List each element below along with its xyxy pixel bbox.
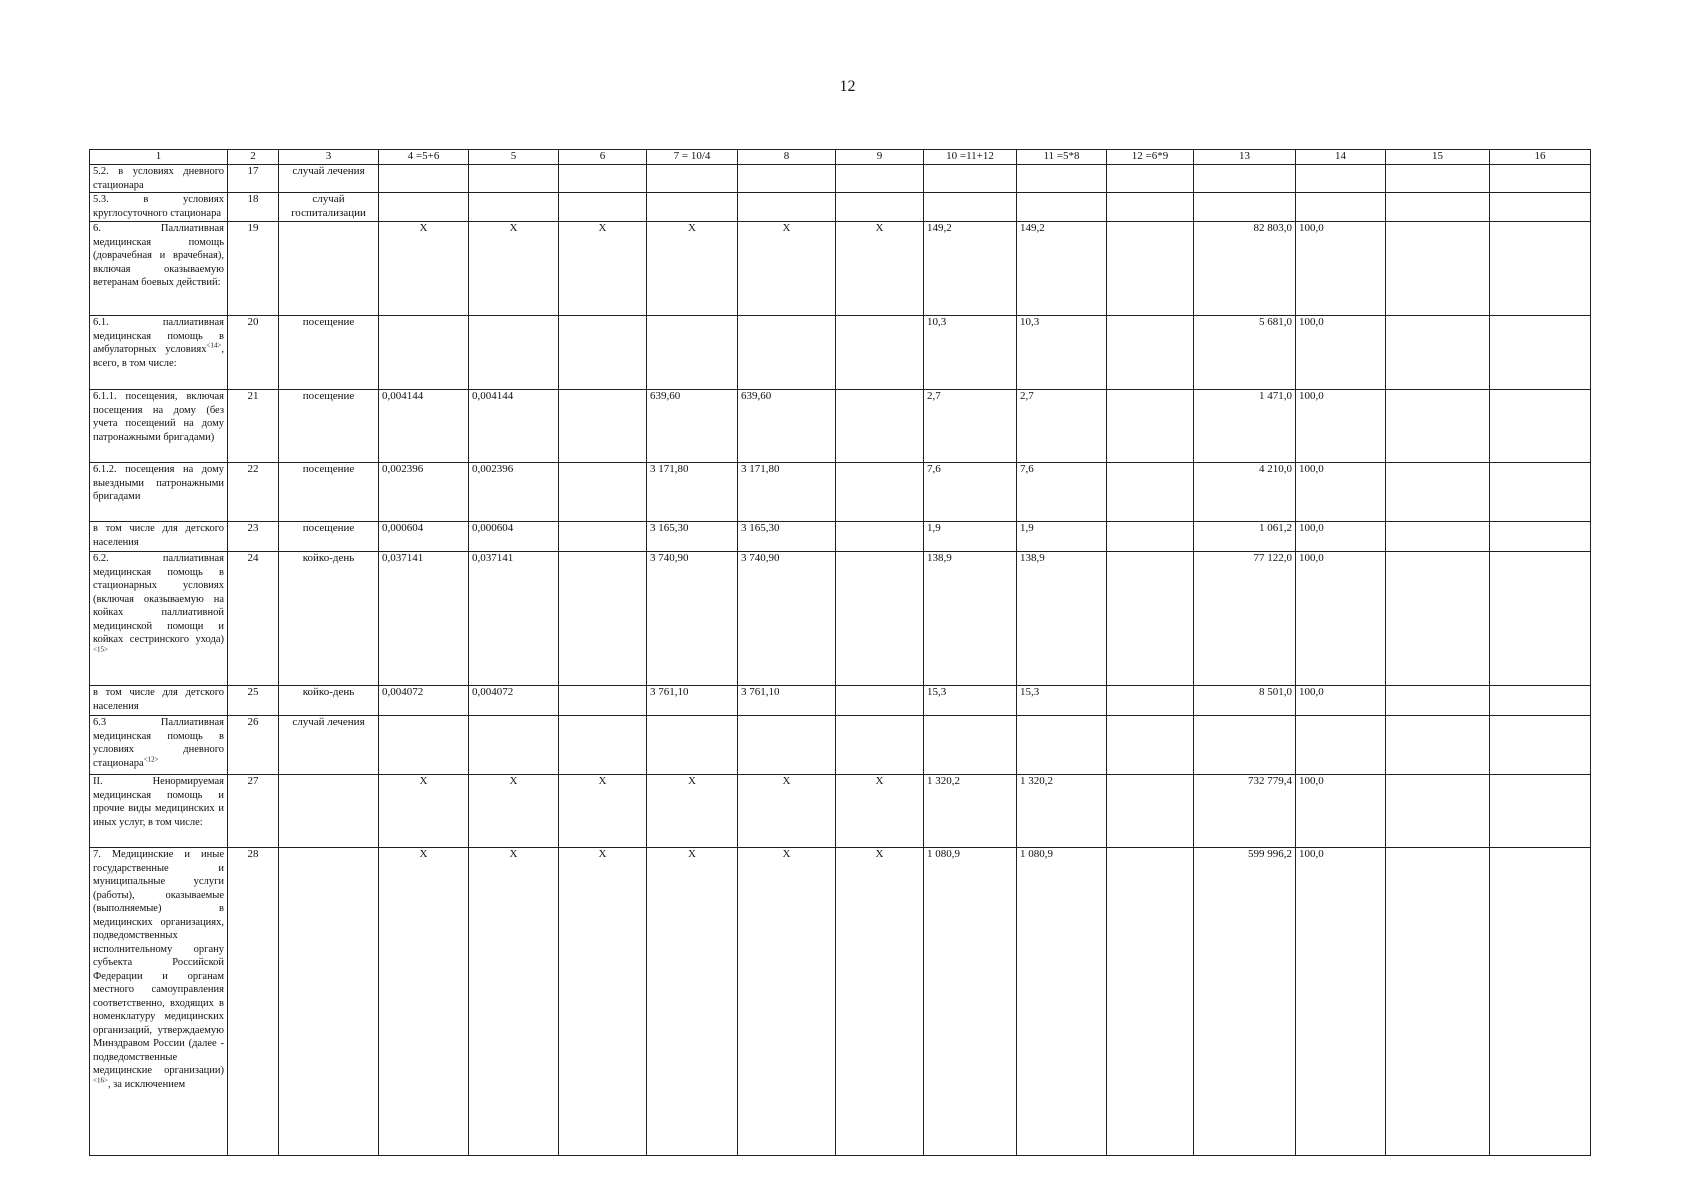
cell-col-14: 100,0 (1296, 222, 1386, 316)
row-number: 25 (228, 686, 279, 716)
cell-col-13: 599 996,2 (1194, 848, 1296, 1156)
cell-col-8 (738, 316, 836, 390)
table-row (90, 390, 1591, 463)
row-name-text: II. Ненормируемая медицинская помощь и прочие виды медицинских и иных услуг, в том числе: (93, 776, 224, 828)
cell-col-4 (379, 716, 469, 775)
cell-col-7: X (647, 775, 738, 848)
cell-col-10: 1 080,9 (924, 848, 1017, 1156)
cell-col-5: 0,002396 (469, 463, 559, 522)
cell-col-5 (469, 716, 559, 775)
col-header-14: 14 (1296, 150, 1386, 165)
table-row (90, 165, 1591, 193)
cell-col-14 (1296, 165, 1386, 193)
cell-col-5: 0,004144 (469, 390, 559, 463)
page-number: 12 (839, 78, 856, 95)
footnote-ref: <16> (93, 1076, 108, 1084)
cell-col-12 (1107, 390, 1194, 463)
cell-col-14: 100,0 (1296, 775, 1386, 848)
cell-col-14: 100,0 (1296, 463, 1386, 522)
cell-col-16 (1490, 552, 1591, 686)
row-name (90, 522, 228, 552)
cell-col-15 (1386, 716, 1490, 775)
cell-col-7 (647, 165, 738, 193)
cell-col-16 (1490, 193, 1591, 222)
col-header-4: 4 =5+6 (379, 150, 469, 165)
cell-col-7: 639,60 (647, 390, 738, 463)
cell-col-10: 7,6 (924, 463, 1017, 522)
cell-col-5: X (469, 222, 559, 316)
row-number: 27 (228, 775, 279, 848)
cell-col-15 (1386, 316, 1490, 390)
footnote-ref: <14> (206, 341, 222, 350)
cell-col-16 (1490, 686, 1591, 716)
row-unit: случай лечения (279, 165, 379, 193)
row-number: 26 (228, 716, 279, 775)
col-header-1: 1 (90, 150, 228, 165)
cell-col-5 (469, 193, 559, 222)
cell-col-13: 82 803,0 (1194, 222, 1296, 316)
cell-col-6 (559, 522, 647, 552)
header-row (90, 150, 1591, 165)
row-name-text: 5.3. в условиях круглосуточного стационара (93, 194, 224, 219)
table-row (90, 522, 1591, 552)
cell-col-14: 100,0 (1296, 848, 1386, 1156)
cell-col-16 (1490, 463, 1591, 522)
row-number: 19 (228, 222, 279, 316)
row-unit: койко-день (279, 552, 379, 686)
cell-col-4 (379, 316, 469, 390)
table-row (90, 552, 1591, 686)
cell-col-6: X (559, 222, 647, 316)
cell-col-15 (1386, 848, 1490, 1156)
row-name (90, 165, 228, 193)
cell-col-9 (836, 193, 924, 222)
cell-col-4 (379, 193, 469, 222)
row-unit: посещение (279, 316, 379, 390)
cell-col-7 (647, 716, 738, 775)
row-name-text: 6. Паллиативная медицинская помощь (доврачебная и врачебная), включая оказываемую ветеранам боевых действий: (93, 223, 224, 288)
cell-col-15 (1386, 193, 1490, 222)
cell-col-6 (559, 193, 647, 222)
cell-col-10 (924, 193, 1017, 222)
cell-col-8: 639,60 (738, 390, 836, 463)
col-header-13: 13 (1194, 150, 1296, 165)
table-row (90, 222, 1591, 316)
table-row (90, 686, 1591, 716)
cell-col-13: 732 779,4 (1194, 775, 1296, 848)
cell-col-13 (1194, 716, 1296, 775)
cell-col-5: X (469, 848, 559, 1156)
cell-col-7: 3 740,90 (647, 552, 738, 686)
row-name (90, 775, 228, 848)
cell-col-14 (1296, 716, 1386, 775)
cell-col-13: 4 210,0 (1194, 463, 1296, 522)
cell-col-4: 0,000604 (379, 522, 469, 552)
cell-col-9 (836, 716, 924, 775)
row-number: 17 (228, 165, 279, 193)
cell-col-9 (836, 686, 924, 716)
cell-col-15 (1386, 222, 1490, 316)
col-header-9: 9 (836, 150, 924, 165)
cell-col-13: 77 122,0 (1194, 552, 1296, 686)
cell-col-4: 0,004072 (379, 686, 469, 716)
cell-col-6 (559, 165, 647, 193)
row-number: 23 (228, 522, 279, 552)
cell-col-11: 1 080,9 (1017, 848, 1107, 1156)
col-header-12: 12 =6*9 (1107, 150, 1194, 165)
cell-col-12 (1107, 522, 1194, 552)
cell-col-16 (1490, 165, 1591, 193)
row-name (90, 716, 228, 775)
cell-col-9 (836, 390, 924, 463)
cell-col-6: X (559, 775, 647, 848)
cell-col-14 (1296, 193, 1386, 222)
cell-col-11: 15,3 (1017, 686, 1107, 716)
row-name (90, 222, 228, 316)
row-number: 28 (228, 848, 279, 1156)
cell-col-10: 149,2 (924, 222, 1017, 316)
cell-col-7: X (647, 222, 738, 316)
cell-col-8: X (738, 222, 836, 316)
cell-col-7: 3 171,80 (647, 463, 738, 522)
cell-col-4: X (379, 848, 469, 1156)
row-name (90, 686, 228, 716)
cell-col-14: 100,0 (1296, 686, 1386, 716)
cell-col-6 (559, 552, 647, 686)
row-unit: случай лечения (279, 716, 379, 775)
cell-col-15 (1386, 390, 1490, 463)
cell-col-14: 100,0 (1296, 390, 1386, 463)
cell-col-16 (1490, 775, 1591, 848)
cell-col-16 (1490, 390, 1591, 463)
cell-col-12 (1107, 463, 1194, 522)
cell-col-11: 10,3 (1017, 316, 1107, 390)
row-name (90, 390, 228, 463)
cell-col-8 (738, 165, 836, 193)
row-name-text: 6.1.2. посещения на дому выездными патронажными бригадами (93, 464, 224, 502)
cell-col-10: 15,3 (924, 686, 1017, 716)
cell-col-14: 100,0 (1296, 552, 1386, 686)
cell-col-12 (1107, 848, 1194, 1156)
cell-col-16 (1490, 222, 1591, 316)
cell-col-9 (836, 522, 924, 552)
cell-col-11: 149,2 (1017, 222, 1107, 316)
col-header-10: 10 =11+12 (924, 150, 1017, 165)
cell-col-12 (1107, 316, 1194, 390)
row-number: 20 (228, 316, 279, 390)
row-unit: посещение (279, 463, 379, 522)
cell-col-15 (1386, 775, 1490, 848)
row-name-text: в том числе для детского населения (93, 687, 224, 712)
footnote-ref: <12> (143, 755, 159, 763)
row-name (90, 848, 228, 1156)
row-unit: случай госпитализации (279, 193, 379, 222)
cell-col-7: 3 761,10 (647, 686, 738, 716)
cell-col-10: 1 320,2 (924, 775, 1017, 848)
cell-col-8: 3 761,10 (738, 686, 836, 716)
row-name-text: 6.1.1. посещения, включая посещения на дому (без учета посещений на дому патронажными бригадами) (93, 391, 224, 443)
cell-col-6: X (559, 848, 647, 1156)
row-name-text: 5.2. в условиях дневного стационара (93, 166, 224, 191)
row-unit: койко-день (279, 686, 379, 716)
cell-col-9: X (836, 775, 924, 848)
col-header-5: 5 (469, 150, 559, 165)
table-row (90, 716, 1591, 775)
cell-col-11 (1017, 165, 1107, 193)
col-header-8: 8 (738, 150, 836, 165)
row-name (90, 193, 228, 222)
row-name-suffix: , всего, в том числе: (93, 344, 224, 369)
col-header-2: 2 (228, 150, 279, 165)
cell-col-8 (738, 716, 836, 775)
cell-col-9 (836, 552, 924, 686)
row-unit: посещение (279, 522, 379, 552)
row-name-text: 6.2. паллиативная медицинская помощь в стационарных условиях (включая оказываемую на койках паллиативной медицинской помощи и койках сестринского ухода) (93, 553, 224, 645)
col-header-6: 6 (559, 150, 647, 165)
cell-col-15 (1386, 463, 1490, 522)
cell-col-12 (1107, 552, 1194, 686)
cell-col-11 (1017, 716, 1107, 775)
row-unit (279, 775, 379, 848)
cell-col-5: 0,000604 (469, 522, 559, 552)
row-unit (279, 222, 379, 316)
row-name-text: 6.3 Паллиативная медицинская помощь в условиях дневного стационара (93, 717, 224, 769)
cell-col-4: 0,002396 (379, 463, 469, 522)
cell-col-8: 3 165,30 (738, 522, 836, 552)
row-unit: посещение (279, 390, 379, 463)
cell-col-15 (1386, 165, 1490, 193)
cell-col-11: 7,6 (1017, 463, 1107, 522)
cell-col-5: X (469, 775, 559, 848)
cell-col-8: X (738, 775, 836, 848)
cell-col-6 (559, 686, 647, 716)
row-name (90, 463, 228, 522)
cell-col-9 (836, 165, 924, 193)
cell-col-11 (1017, 193, 1107, 222)
cell-col-10 (924, 165, 1017, 193)
footnote-ref: <15> (93, 645, 108, 653)
cell-col-4: X (379, 222, 469, 316)
cell-col-15 (1386, 686, 1490, 716)
cell-col-11: 138,9 (1017, 552, 1107, 686)
cell-col-5 (469, 316, 559, 390)
cell-col-10 (924, 716, 1017, 775)
cell-col-4: 0,037141 (379, 552, 469, 686)
cell-col-6 (559, 390, 647, 463)
col-header-11: 11 =5*8 (1017, 150, 1107, 165)
cell-col-10: 2,7 (924, 390, 1017, 463)
cell-col-15 (1386, 552, 1490, 686)
row-name (90, 316, 228, 390)
cell-col-12 (1107, 686, 1194, 716)
cell-col-12 (1107, 716, 1194, 775)
cell-col-11: 2,7 (1017, 390, 1107, 463)
cell-col-9 (836, 316, 924, 390)
cell-col-9: X (836, 848, 924, 1156)
cost-table (89, 149, 1591, 1156)
cell-col-14: 100,0 (1296, 316, 1386, 390)
cell-col-8: 3 171,80 (738, 463, 836, 522)
cell-col-11: 1 320,2 (1017, 775, 1107, 848)
cell-col-5: 0,037141 (469, 552, 559, 686)
cell-col-16 (1490, 848, 1591, 1156)
table-row (90, 193, 1591, 222)
cell-col-13: 5 681,0 (1194, 316, 1296, 390)
table-row (90, 775, 1591, 848)
row-name-text: 6.1. паллиативная медицинская помощь в амбулаторных условиях (93, 317, 224, 355)
cell-col-12 (1107, 193, 1194, 222)
cell-col-8: 3 740,90 (738, 552, 836, 686)
cell-col-4 (379, 165, 469, 193)
cell-col-8: X (738, 848, 836, 1156)
cell-col-6 (559, 463, 647, 522)
cell-col-13: 1 061,2 (1194, 522, 1296, 552)
cell-col-8 (738, 193, 836, 222)
table-row (90, 316, 1591, 390)
cell-col-9 (836, 463, 924, 522)
cell-col-10: 10,3 (924, 316, 1017, 390)
row-number: 21 (228, 390, 279, 463)
cell-col-13 (1194, 193, 1296, 222)
cell-col-16 (1490, 316, 1591, 390)
cell-col-9: X (836, 222, 924, 316)
table-row (90, 463, 1591, 522)
row-name (90, 552, 228, 686)
row-name-text: 7. Медицинские и иные государственные и муниципальные услуги (работы), оказываемые (выполняемые) в медицинских организациях, подведомственных исполнительному органу субъекта Российской Федерации и органам местного самоуправления соответственно, входящих в номенклатуру медицинских организаций, утверждаемую Минздравом России (далее - подведомственные медицинские организации) (93, 849, 224, 1076)
cell-col-7 (647, 316, 738, 390)
cell-col-6 (559, 316, 647, 390)
row-number: 18 (228, 193, 279, 222)
cell-col-10: 138,9 (924, 552, 1017, 686)
row-unit (279, 848, 379, 1156)
col-header-16: 16 (1490, 150, 1591, 165)
cell-col-12 (1107, 222, 1194, 316)
cell-col-14: 100,0 (1296, 522, 1386, 552)
col-header-15: 15 (1386, 150, 1490, 165)
row-name-suffix: , за исключением (107, 1078, 186, 1090)
cell-col-7: 3 165,30 (647, 522, 738, 552)
cell-col-4: 0,004144 (379, 390, 469, 463)
cell-col-4: X (379, 775, 469, 848)
cell-col-7: X (647, 848, 738, 1156)
cell-col-13 (1194, 165, 1296, 193)
cell-col-13: 1 471,0 (1194, 390, 1296, 463)
cell-col-15 (1386, 522, 1490, 552)
row-number: 22 (228, 463, 279, 522)
cell-col-5: 0,004072 (469, 686, 559, 716)
cell-col-16 (1490, 716, 1591, 775)
col-header-3: 3 (279, 150, 379, 165)
cell-col-13: 8 501,0 (1194, 686, 1296, 716)
cell-col-5 (469, 165, 559, 193)
cell-col-12 (1107, 165, 1194, 193)
cell-col-6 (559, 716, 647, 775)
row-number: 24 (228, 552, 279, 686)
cell-col-16 (1490, 522, 1591, 552)
table-row (90, 848, 1591, 1156)
cell-col-10: 1,9 (924, 522, 1017, 552)
cell-col-11: 1,9 (1017, 522, 1107, 552)
cell-col-7 (647, 193, 738, 222)
row-name-text: в том числе для детского населения (93, 523, 224, 548)
cell-col-12 (1107, 775, 1194, 848)
col-header-7: 7 = 10/4 (647, 150, 738, 165)
